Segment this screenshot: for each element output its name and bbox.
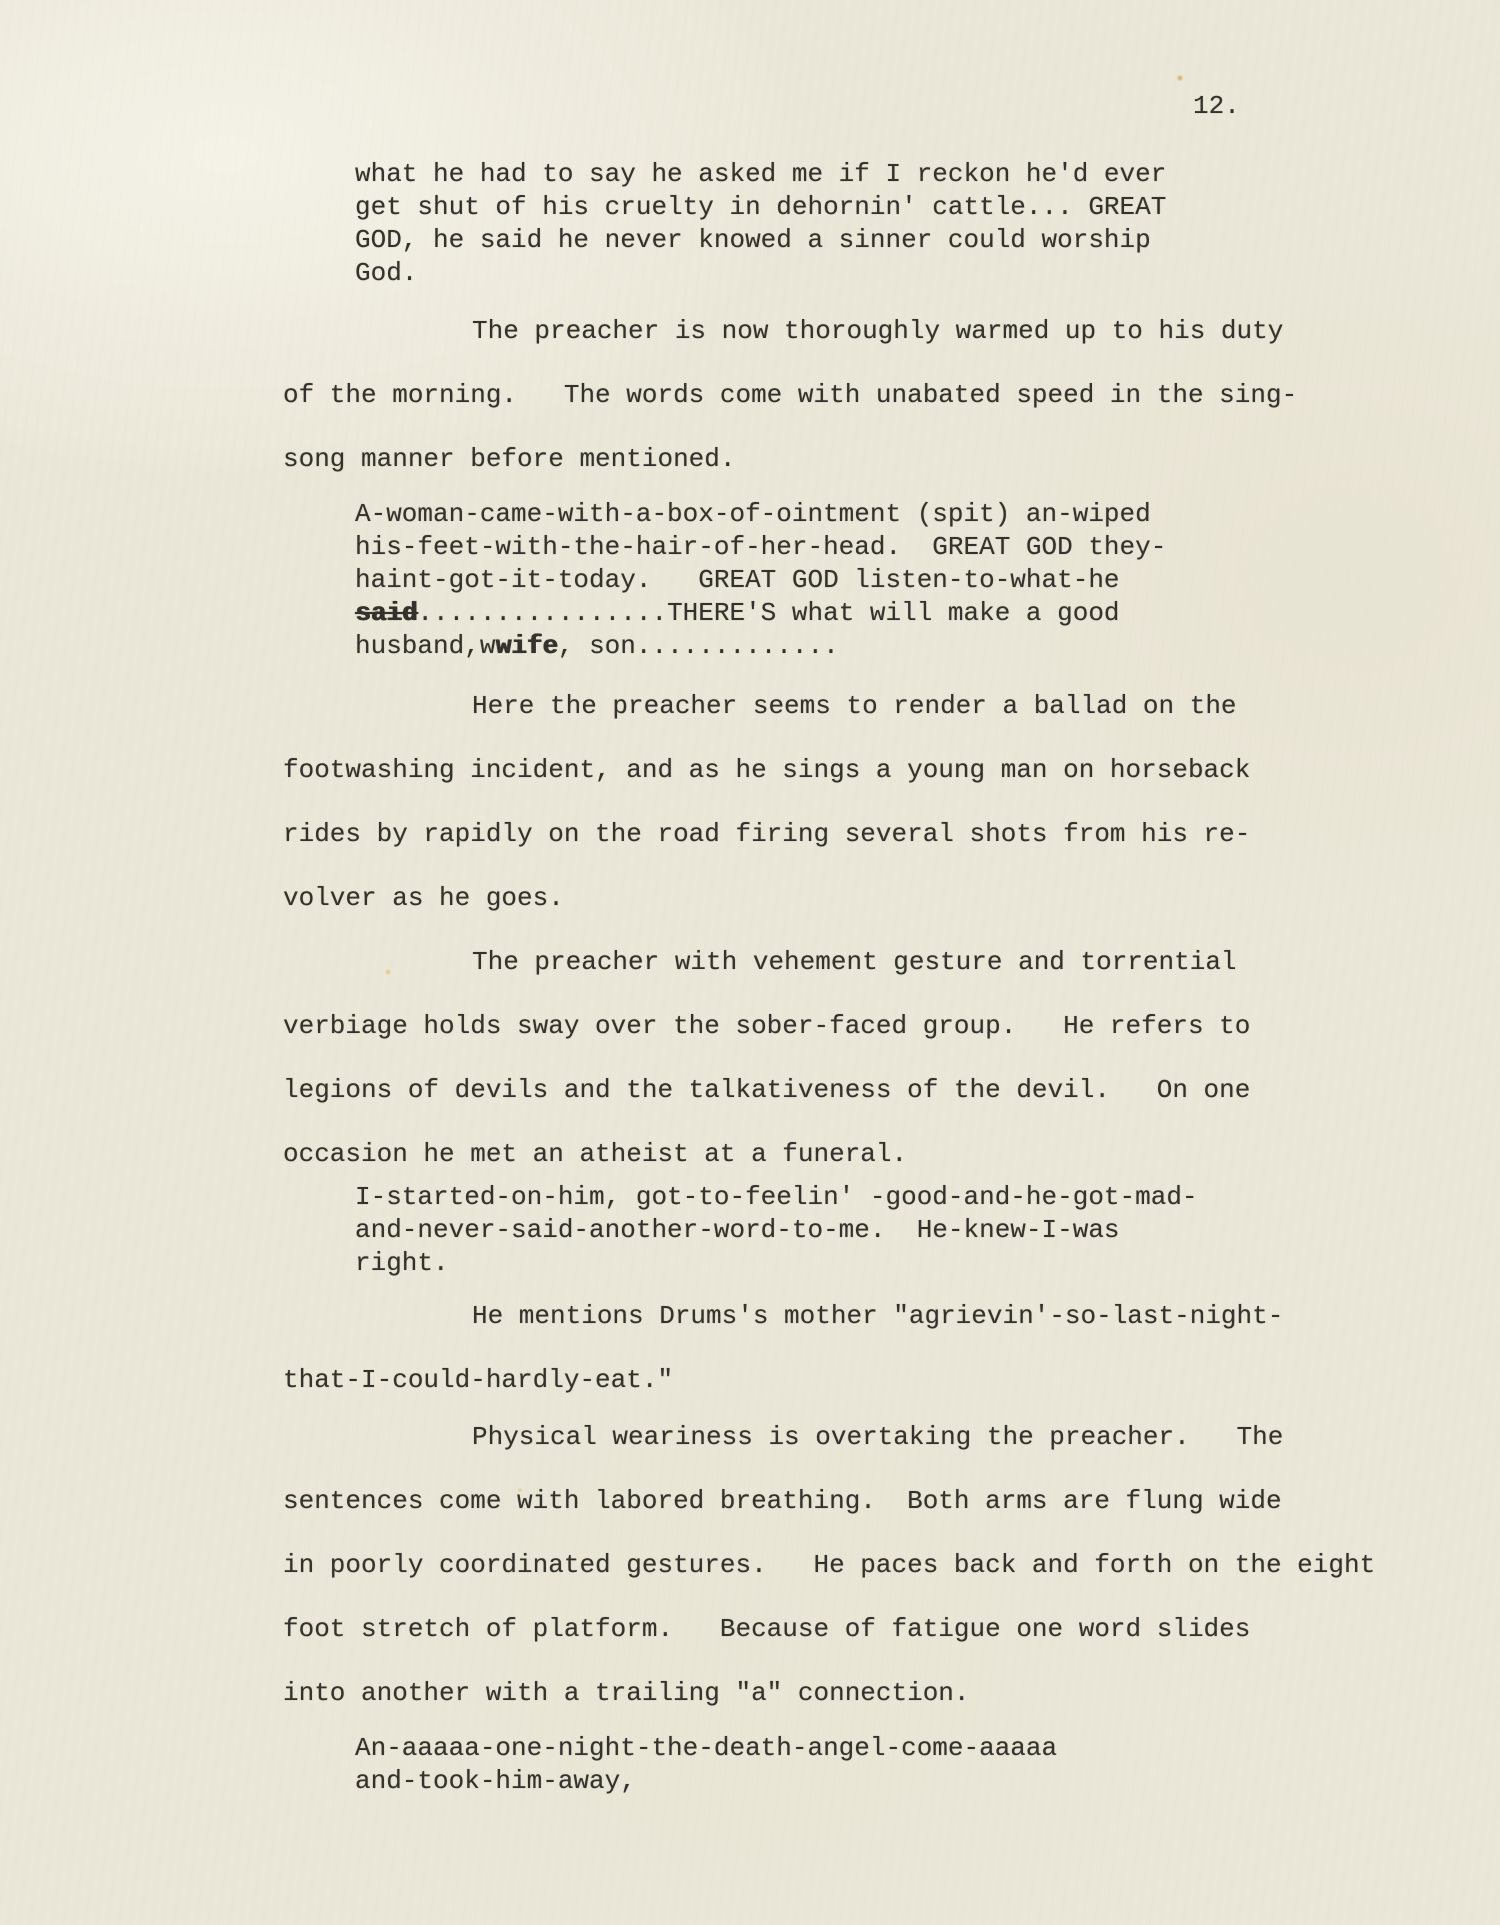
paragraph-line: in poorly coordinated gestures. He paces back and forth on the eight (283, 1550, 1376, 1580)
paragraph-line: legions of devils and the talkativeness of the devil. On one (283, 1075, 1251, 1105)
paragraph-2 (283, 690, 1423, 915)
quote-line: right. (355, 1248, 449, 1278)
quote-line-rest: ................THERE'S what will make a good (417, 598, 1120, 628)
quote-line: get shut of his cruelty in dehornin' cattle... GREAT (355, 192, 1167, 222)
paragraph-line: Here the preacher seems to render a ballad on the (472, 691, 1237, 721)
overstruck-word: wife (495, 631, 558, 661)
paragraph-line: He mentions Drums's mother "agrievin'-so-last-night- (472, 1301, 1284, 1331)
paragraph-line: song manner before mentioned. (283, 444, 736, 474)
paragraph-line: verbiage holds sway over the sober-faced group. He refers to (283, 1011, 1251, 1041)
paragraph-line: that-I-could-hardly-eat." (283, 1365, 674, 1395)
quote-block-1 (355, 158, 1423, 290)
paragraph-4 (283, 1300, 1423, 1397)
paragraph-5 (283, 1421, 1423, 1710)
paragraph-line: rides by rapidly on the road firing several shots from his re- (283, 819, 1251, 849)
paragraph-line: into another with a trailing "a" connection. (283, 1678, 970, 1708)
quote-line: I-started-on-him, got-to-feelin' -good-and-he-got-mad- (355, 1182, 1198, 1212)
quote-line: what he had to say he asked me if I reckon he'd ever (355, 159, 1167, 189)
quote-line-pre: husband,w (355, 631, 496, 661)
paragraph-line: foot stretch of platform. Because of fatigue one word slides (283, 1614, 1251, 1644)
paragraph-1 (283, 315, 1423, 476)
quote-line: A-woman-came-with-a-box-of-ointment (spit) an-wiped (355, 499, 1151, 529)
quote-line: God. (355, 258, 418, 288)
quote-line: his-feet-with-the-hair-of-her-head. GREAT GOD they- (355, 532, 1167, 562)
paragraph-line: The preacher is now thoroughly warmed up to his duty (472, 316, 1284, 346)
overstruck-word: said (355, 598, 418, 628)
quote-line: haint-got-it-today. GREAT GOD listen-to-what-he (355, 565, 1120, 595)
quote-line: GOD, he said he never knowed a sinner could worship (355, 225, 1151, 255)
paragraph-line: occasion he met an atheist at a funeral. (283, 1139, 908, 1169)
quote-block-4 (355, 1732, 1423, 1798)
quote-line: and-took-him-away, (355, 1766, 636, 1796)
page-content (283, 158, 1423, 1798)
page-number: 12. (1193, 91, 1240, 121)
paragraph-line: The preacher with vehement gesture and torrential (472, 947, 1237, 977)
paragraph-line: of the morning. The words come with unabated speed in the sing- (283, 380, 1298, 410)
paragraph-line: footwashing incident, and as he sings a young man on horseback (283, 755, 1251, 785)
quote-line: and-never-said-another-word-to-me. He-knew-I-was (355, 1215, 1120, 1245)
quote-line-overstruck-said (355, 597, 1423, 630)
quote-line: An-aaaaa-one-night-the-death-angel-come-aaaaa (355, 1733, 1058, 1763)
quote-block-3 (355, 1181, 1423, 1280)
paragraph-line: Physical weariness is overtaking the preacher. The (472, 1422, 1284, 1452)
quote-block-2 (355, 498, 1423, 663)
paragraph-3 (283, 946, 1423, 1171)
quote-line-rest: , son............. (557, 631, 839, 661)
quote-line-overstruck-wife (355, 630, 1423, 663)
paragraph-line: sentences come with labored breathing. Both arms are flung wide (283, 1486, 1282, 1516)
paragraph-line: volver as he goes. (283, 883, 564, 913)
